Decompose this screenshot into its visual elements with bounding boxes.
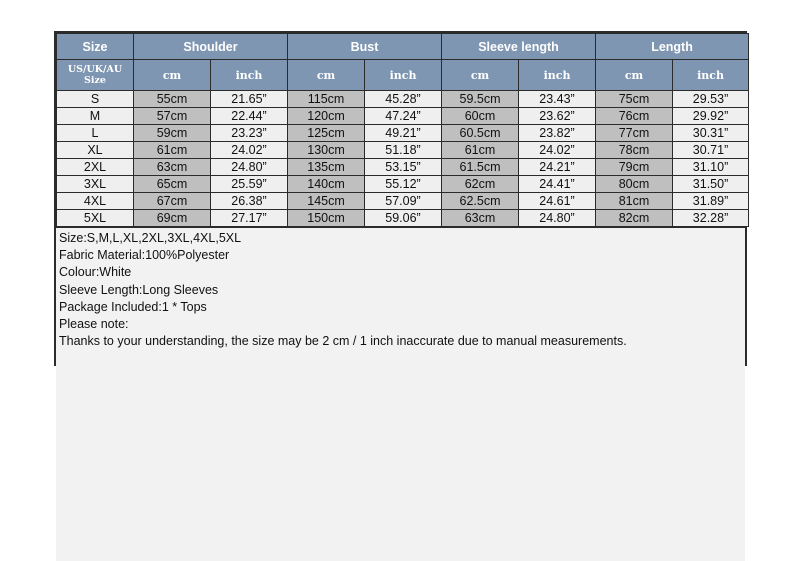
info-line: Size:S,M,L,XL,2XL,3XL,4XL,5XL [59,231,242,245]
shoulder-cm-cell: 57cm [134,108,211,125]
sleeve-cm-cell: 61cm [442,142,519,159]
bust-cm-cell: 140cm [288,176,365,193]
length-in-cell: 31.50” [673,176,749,193]
sleeve-in-cell: 23.43” [519,91,596,108]
sleeve-in-cell: 24.80” [519,210,596,227]
shoulder-cm-cell: 59cm [134,125,211,142]
length-cm-cell: 76cm [596,108,673,125]
info-line: Thanks to your understanding, the size may be 2 cm / 1 inch inaccurate due to manual measurements. [59,334,627,349]
length-cm-cell: 79cm [596,159,673,176]
bust-in-cell: 55.12” [365,176,442,193]
shoulder-cm-cell: 65cm [134,176,211,193]
table-row [57,142,749,159]
bust-in-cell: 51.18” [365,142,442,159]
sleeve-length-header: Sleeve length [442,34,596,60]
bust-cm-cell: 145cm [288,193,365,210]
shoulder-cm-cell: 55cm [134,91,211,108]
length-cm-cell: 82cm [596,210,673,227]
bust-cm-cell: 135cm [288,159,365,176]
bust-in-cell: 57.09” [365,193,442,210]
unit-cm-header: cm [596,60,673,91]
unit-cm-header: cm [288,60,365,91]
table-row [57,176,749,193]
sleeve-in-cell: 24.61” [519,193,596,210]
shoulder-cm-cell: 61cm [134,142,211,159]
length-in-cell: 29.92” [673,108,749,125]
header-row-units [57,60,749,91]
sleeve-cm-cell: 59.5cm [442,91,519,108]
bust-header: Bust [288,34,442,60]
sleeve-cm-cell: 60.5cm [442,125,519,142]
sleeve-cm-cell: 60cm [442,108,519,125]
info-line: Package Included:1 * Tops [59,299,207,314]
unit-inch-header: inch [365,60,442,91]
size-chart [54,31,747,366]
length-cm-cell: 81cm [596,193,673,210]
shoulder-in-cell: 24.02” [211,142,288,159]
length-cm-cell: 78cm [596,142,673,159]
shoulder-in-cell: 23.23” [211,125,288,142]
table-row [57,159,749,176]
table-row [57,91,749,108]
length-in-cell: 31.10” [673,159,749,176]
shoulder-in-cell: 22.44” [211,108,288,125]
sleeve-cm-cell: 61.5cm [442,159,519,176]
shoulder-cm-cell: 63cm [134,159,211,176]
length-cm-cell: 75cm [596,91,673,108]
bust-in-cell: 59.06” [365,210,442,227]
unit-inch-header: inch [673,60,749,91]
size-cell: 4XL [57,193,134,210]
bust-cm-cell: 115cm [288,91,365,108]
length-in-cell: 29.53” [673,91,749,108]
unit-inch-header: inch [211,60,288,91]
sleeve-cm-cell: 62.5cm [442,193,519,210]
sleeve-in-cell: 24.02” [519,142,596,159]
sleeve-cm-cell: 62cm [442,176,519,193]
bust-in-cell: 49.21” [365,125,442,142]
size-cell: M [57,108,134,125]
size-cell: 2XL [57,159,134,176]
size-cell: 3XL [57,176,134,193]
product-info [56,227,745,561]
bust-in-cell: 47.24” [365,108,442,125]
sleeve-in-cell: 24.21” [519,159,596,176]
table-row [57,125,749,142]
shoulder-in-cell: 21.65” [211,91,288,108]
bust-cm-cell: 125cm [288,125,365,142]
length-header: Length [596,34,749,60]
shoulder-header: Shoulder [134,34,288,60]
shoulder-cm-cell: 67cm [134,193,211,210]
length-in-cell: 30.71” [673,142,749,159]
size-cell: 5XL [57,210,134,227]
shoulder-in-cell: 25.59” [211,176,288,193]
unit-cm-header: cm [442,60,519,91]
info-line: Sleeve Length:Long Sleeves [59,282,219,297]
unit-inch-header: inch [519,60,596,91]
unit-cm-header: cm [134,60,211,91]
length-cm-cell: 80cm [596,176,673,193]
size-cell: L [57,125,134,142]
shoulder-in-cell: 27.17” [211,210,288,227]
shoulder-in-cell: 24.80” [211,159,288,176]
length-cm-cell: 77cm [596,125,673,142]
table-row [57,108,749,125]
info-line: Colour:White [59,265,132,280]
length-in-cell: 31.89” [673,193,749,210]
info-line: Please note: [59,317,129,332]
bust-cm-cell: 120cm [288,108,365,125]
table-row [57,193,749,210]
header-row-groups [57,34,749,60]
size-cell: XL [57,142,134,159]
size-cell: S [57,91,134,108]
shoulder-cm-cell: 69cm [134,210,211,227]
size-header: Size [57,34,134,60]
sleeve-in-cell: 24.41” [519,176,596,193]
bust-in-cell: 45.28” [365,91,442,108]
sleeve-in-cell: 23.62” [519,108,596,125]
shoulder-in-cell: 26.38” [211,193,288,210]
sleeve-cm-cell: 63cm [442,210,519,227]
info-line: Fabric Material:100%Polyester [59,248,230,263]
region-size-header: US/UK/AU Size [57,60,134,91]
bust-cm-cell: 130cm [288,142,365,159]
size-table [56,33,749,227]
length-in-cell: 32.28” [673,210,749,227]
bust-cm-cell: 150cm [288,210,365,227]
sleeve-in-cell: 23.82” [519,125,596,142]
length-in-cell: 30.31” [673,125,749,142]
bust-in-cell: 53.15” [365,159,442,176]
table-row [57,210,749,227]
